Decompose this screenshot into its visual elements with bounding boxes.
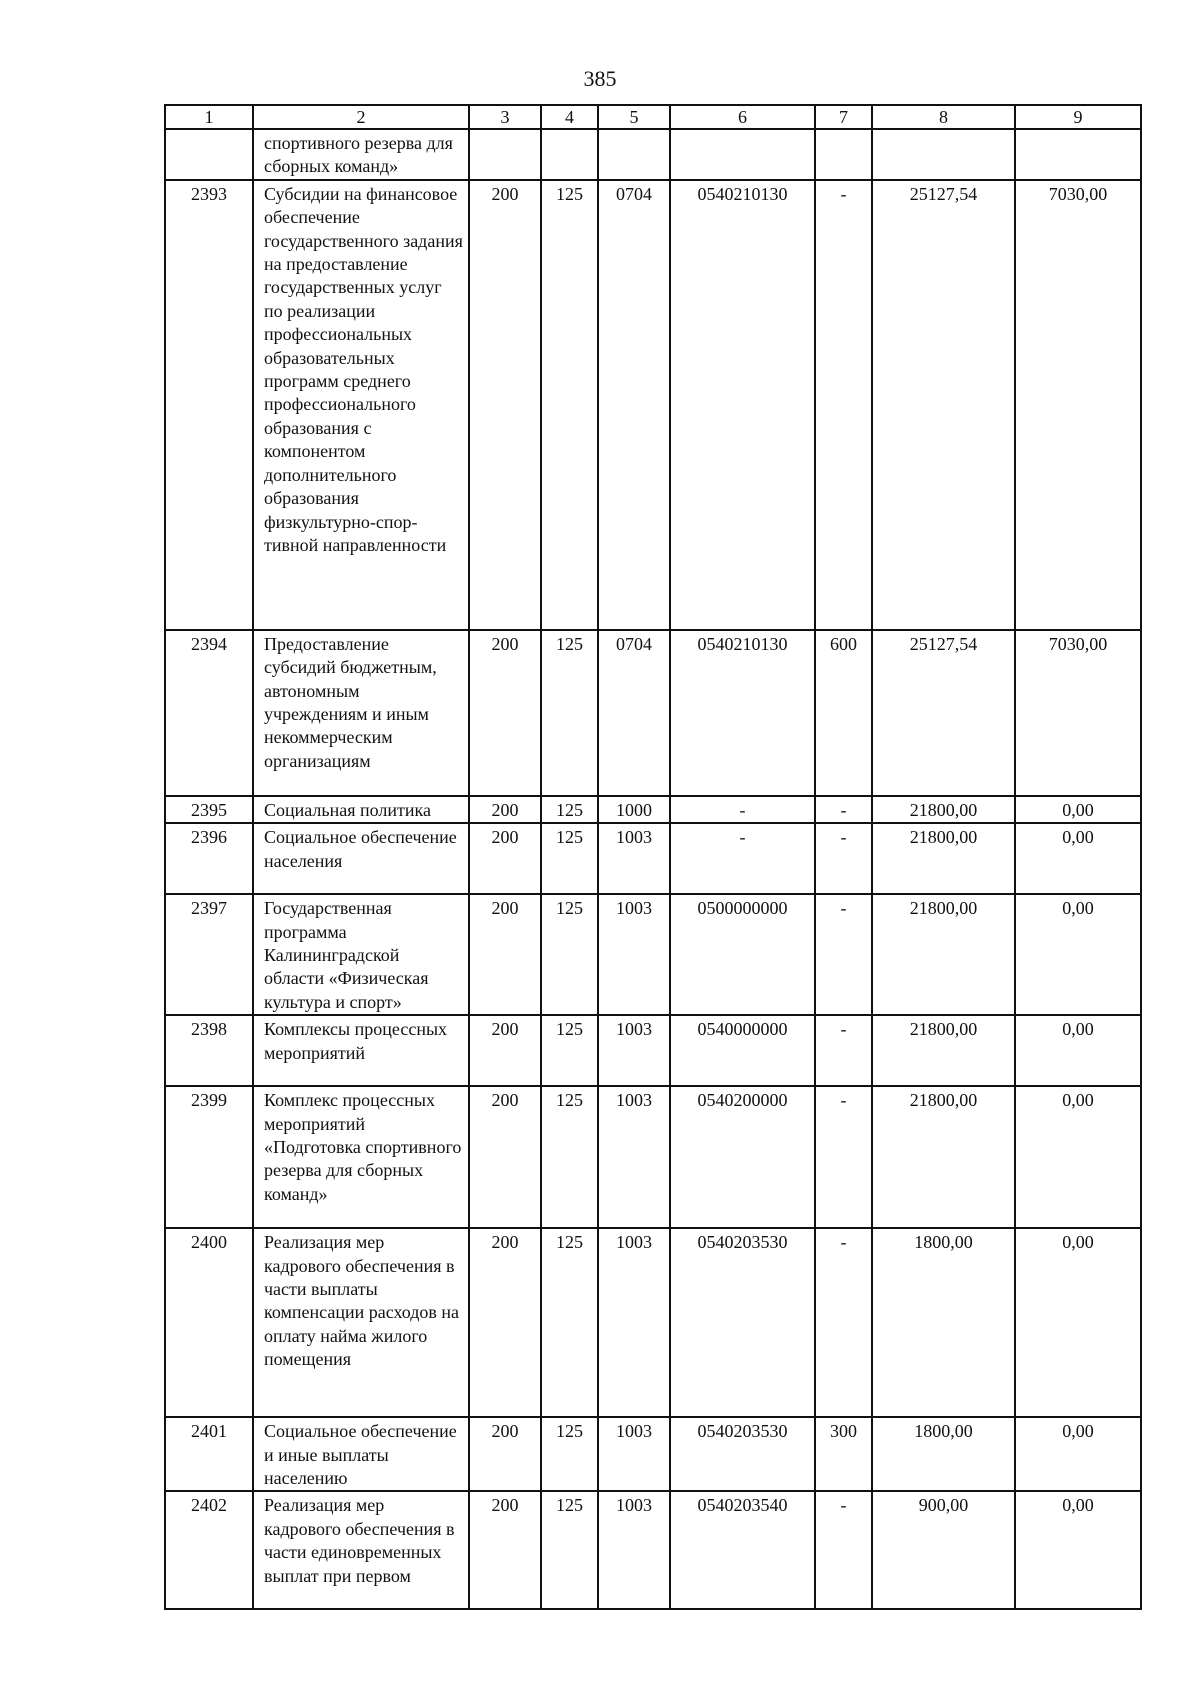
row-number-cell: 2394 xyxy=(165,630,253,796)
code-cell xyxy=(670,129,815,180)
item-name-cell: Социальная политика xyxy=(253,796,469,823)
amount-cell: 21800,00 xyxy=(872,823,1015,894)
amount-cell: 0,00 xyxy=(1015,1015,1141,1086)
budget-table xyxy=(164,104,1142,1610)
column-header: 2 xyxy=(253,105,469,129)
item-name-cell: Реализация мер кадрового обеспечения в части единовременных выплат при первом xyxy=(253,1491,469,1609)
amount-cell: 0,00 xyxy=(1015,1491,1141,1609)
amount-cell: 21800,00 xyxy=(872,894,1015,1015)
code-cell: 1003 xyxy=(598,1015,670,1086)
code-cell: 200 xyxy=(469,1417,541,1491)
item-name-cell: Комплексы процессных мероприятий xyxy=(253,1015,469,1086)
code-cell: 200 xyxy=(469,1491,541,1609)
code-cell: - xyxy=(815,1228,872,1417)
code-cell: - xyxy=(815,1015,872,1086)
code-cell: 0500000000 xyxy=(670,894,815,1015)
row-number-cell: 2402 xyxy=(165,1491,253,1609)
table-row xyxy=(165,180,1141,630)
row-number-cell: 2395 xyxy=(165,796,253,823)
amount-cell: 0,00 xyxy=(1015,1417,1141,1491)
code-cell: 200 xyxy=(469,1228,541,1417)
code-cell: 0540210130 xyxy=(670,630,815,796)
row-number-cell: 2396 xyxy=(165,823,253,894)
table-row xyxy=(165,1491,1141,1609)
row-number-cell: 2401 xyxy=(165,1417,253,1491)
code-cell: 125 xyxy=(541,823,598,894)
code-cell: 125 xyxy=(541,630,598,796)
amount-cell: 0,00 xyxy=(1015,1086,1141,1228)
item-name-cell: Предоставление субсидий бюджетным, автономным учреждениям и иным некоммерческим организациям xyxy=(253,630,469,796)
item-name-cell: Социальное обеспечение населения xyxy=(253,823,469,894)
header-row xyxy=(165,105,1141,129)
table-row xyxy=(165,823,1141,894)
column-header: 3 xyxy=(469,105,541,129)
code-cell: 300 xyxy=(815,1417,872,1491)
column-header: 7 xyxy=(815,105,872,129)
code-cell: 0540203530 xyxy=(670,1228,815,1417)
item-name-cell: Субсидии на финансовое обеспечение государственного задания на предоставление государственных услуг по реализации профессиональных образовательных программ среднего профессионального образования с компонентом дополнительного образования физкультурно-спор-тивной направленности xyxy=(253,180,469,630)
code-cell: - xyxy=(815,180,872,630)
amount-cell: 1800,00 xyxy=(872,1417,1015,1491)
table-row xyxy=(165,1228,1141,1417)
row-number-cell: 2398 xyxy=(165,1015,253,1086)
code-cell: - xyxy=(815,894,872,1015)
row-number-cell: 2400 xyxy=(165,1228,253,1417)
code-cell: 200 xyxy=(469,1015,541,1086)
code-cell: - xyxy=(815,796,872,823)
amount-cell: 7030,00 xyxy=(1015,180,1141,630)
code-cell: 0540000000 xyxy=(670,1015,815,1086)
amount-cell: 0,00 xyxy=(1015,894,1141,1015)
code-cell: 0704 xyxy=(598,180,670,630)
code-cell: 125 xyxy=(541,1086,598,1228)
column-header: 1 xyxy=(165,105,253,129)
code-cell: 1003 xyxy=(598,1491,670,1609)
amount-cell: 21800,00 xyxy=(872,1086,1015,1228)
code-cell: - xyxy=(815,823,872,894)
row-number-cell: 2397 xyxy=(165,894,253,1015)
table-row xyxy=(165,796,1141,823)
code-cell xyxy=(469,129,541,180)
code-cell: 0540200000 xyxy=(670,1086,815,1228)
code-cell xyxy=(598,129,670,180)
code-cell: 0540210130 xyxy=(670,180,815,630)
code-cell: 125 xyxy=(541,1417,598,1491)
code-cell: 125 xyxy=(541,796,598,823)
column-header: 4 xyxy=(541,105,598,129)
column-header: 5 xyxy=(598,105,670,129)
amount-cell: 0,00 xyxy=(1015,1228,1141,1417)
item-name-cell: Реализация мер кадрового обеспечения в части выплаты компенсации расходов на оплату найма жилого помещения xyxy=(253,1228,469,1417)
code-cell: 1003 xyxy=(598,1228,670,1417)
code-cell: 0540203540 xyxy=(670,1491,815,1609)
item-name-cell: Социальное обеспечение и иные выплаты населению xyxy=(253,1417,469,1491)
item-name-cell: Комплекс процессных мероприятий «Подготовка спортивного резерва для сборных команд» xyxy=(253,1086,469,1228)
amount-cell: 25127,54 xyxy=(872,180,1015,630)
table-row xyxy=(165,1417,1141,1491)
code-cell: 0704 xyxy=(598,630,670,796)
code-cell: 200 xyxy=(469,796,541,823)
code-cell: 125 xyxy=(541,1491,598,1609)
code-cell: 125 xyxy=(541,1228,598,1417)
table-row xyxy=(165,1086,1141,1228)
amount-cell xyxy=(872,129,1015,180)
code-cell: 1000 xyxy=(598,796,670,823)
code-cell: 1003 xyxy=(598,1086,670,1228)
code-cell xyxy=(541,129,598,180)
amount-cell: 1800,00 xyxy=(872,1228,1015,1417)
code-cell: 1003 xyxy=(598,1417,670,1491)
code-cell: 0540203530 xyxy=(670,1417,815,1491)
code-cell: - xyxy=(670,823,815,894)
code-cell: 125 xyxy=(541,894,598,1015)
amount-cell: 21800,00 xyxy=(872,1015,1015,1086)
amount-cell: 0,00 xyxy=(1015,823,1141,894)
column-header: 6 xyxy=(670,105,815,129)
code-cell: - xyxy=(815,1491,872,1609)
row-number-cell: 2393 xyxy=(165,180,253,630)
code-cell: 200 xyxy=(469,630,541,796)
column-header: 9 xyxy=(1015,105,1141,129)
code-cell xyxy=(815,129,872,180)
amount-cell: 21800,00 xyxy=(872,796,1015,823)
amount-cell: 7030,00 xyxy=(1015,630,1141,796)
code-cell: 125 xyxy=(541,1015,598,1086)
code-cell: 1003 xyxy=(598,823,670,894)
item-name-cell: Государственная программа Калининградской области «Физическая культура и спорт» xyxy=(253,894,469,1015)
code-cell: 200 xyxy=(469,180,541,630)
amount-cell: 25127,54 xyxy=(872,630,1015,796)
row-number-cell: 2399 xyxy=(165,1086,253,1228)
item-name-cell: спортивного резерва для сборных команд» xyxy=(253,129,469,180)
code-cell: - xyxy=(670,796,815,823)
table-row xyxy=(165,894,1141,1015)
code-cell: 1003 xyxy=(598,894,670,1015)
code-cell: 200 xyxy=(469,823,541,894)
code-cell: 200 xyxy=(469,894,541,1015)
table-row xyxy=(165,129,1141,180)
code-cell: - xyxy=(815,1086,872,1228)
column-header: 8 xyxy=(872,105,1015,129)
row-number-cell xyxy=(165,129,253,180)
code-cell: 600 xyxy=(815,630,872,796)
table-row xyxy=(165,1015,1141,1086)
code-cell: 200 xyxy=(469,1086,541,1228)
code-cell: 125 xyxy=(541,180,598,630)
amount-cell: 900,00 xyxy=(872,1491,1015,1609)
table-row xyxy=(165,630,1141,796)
amount-cell xyxy=(1015,129,1141,180)
page-number: 385 xyxy=(583,66,617,91)
amount-cell: 0,00 xyxy=(1015,796,1141,823)
